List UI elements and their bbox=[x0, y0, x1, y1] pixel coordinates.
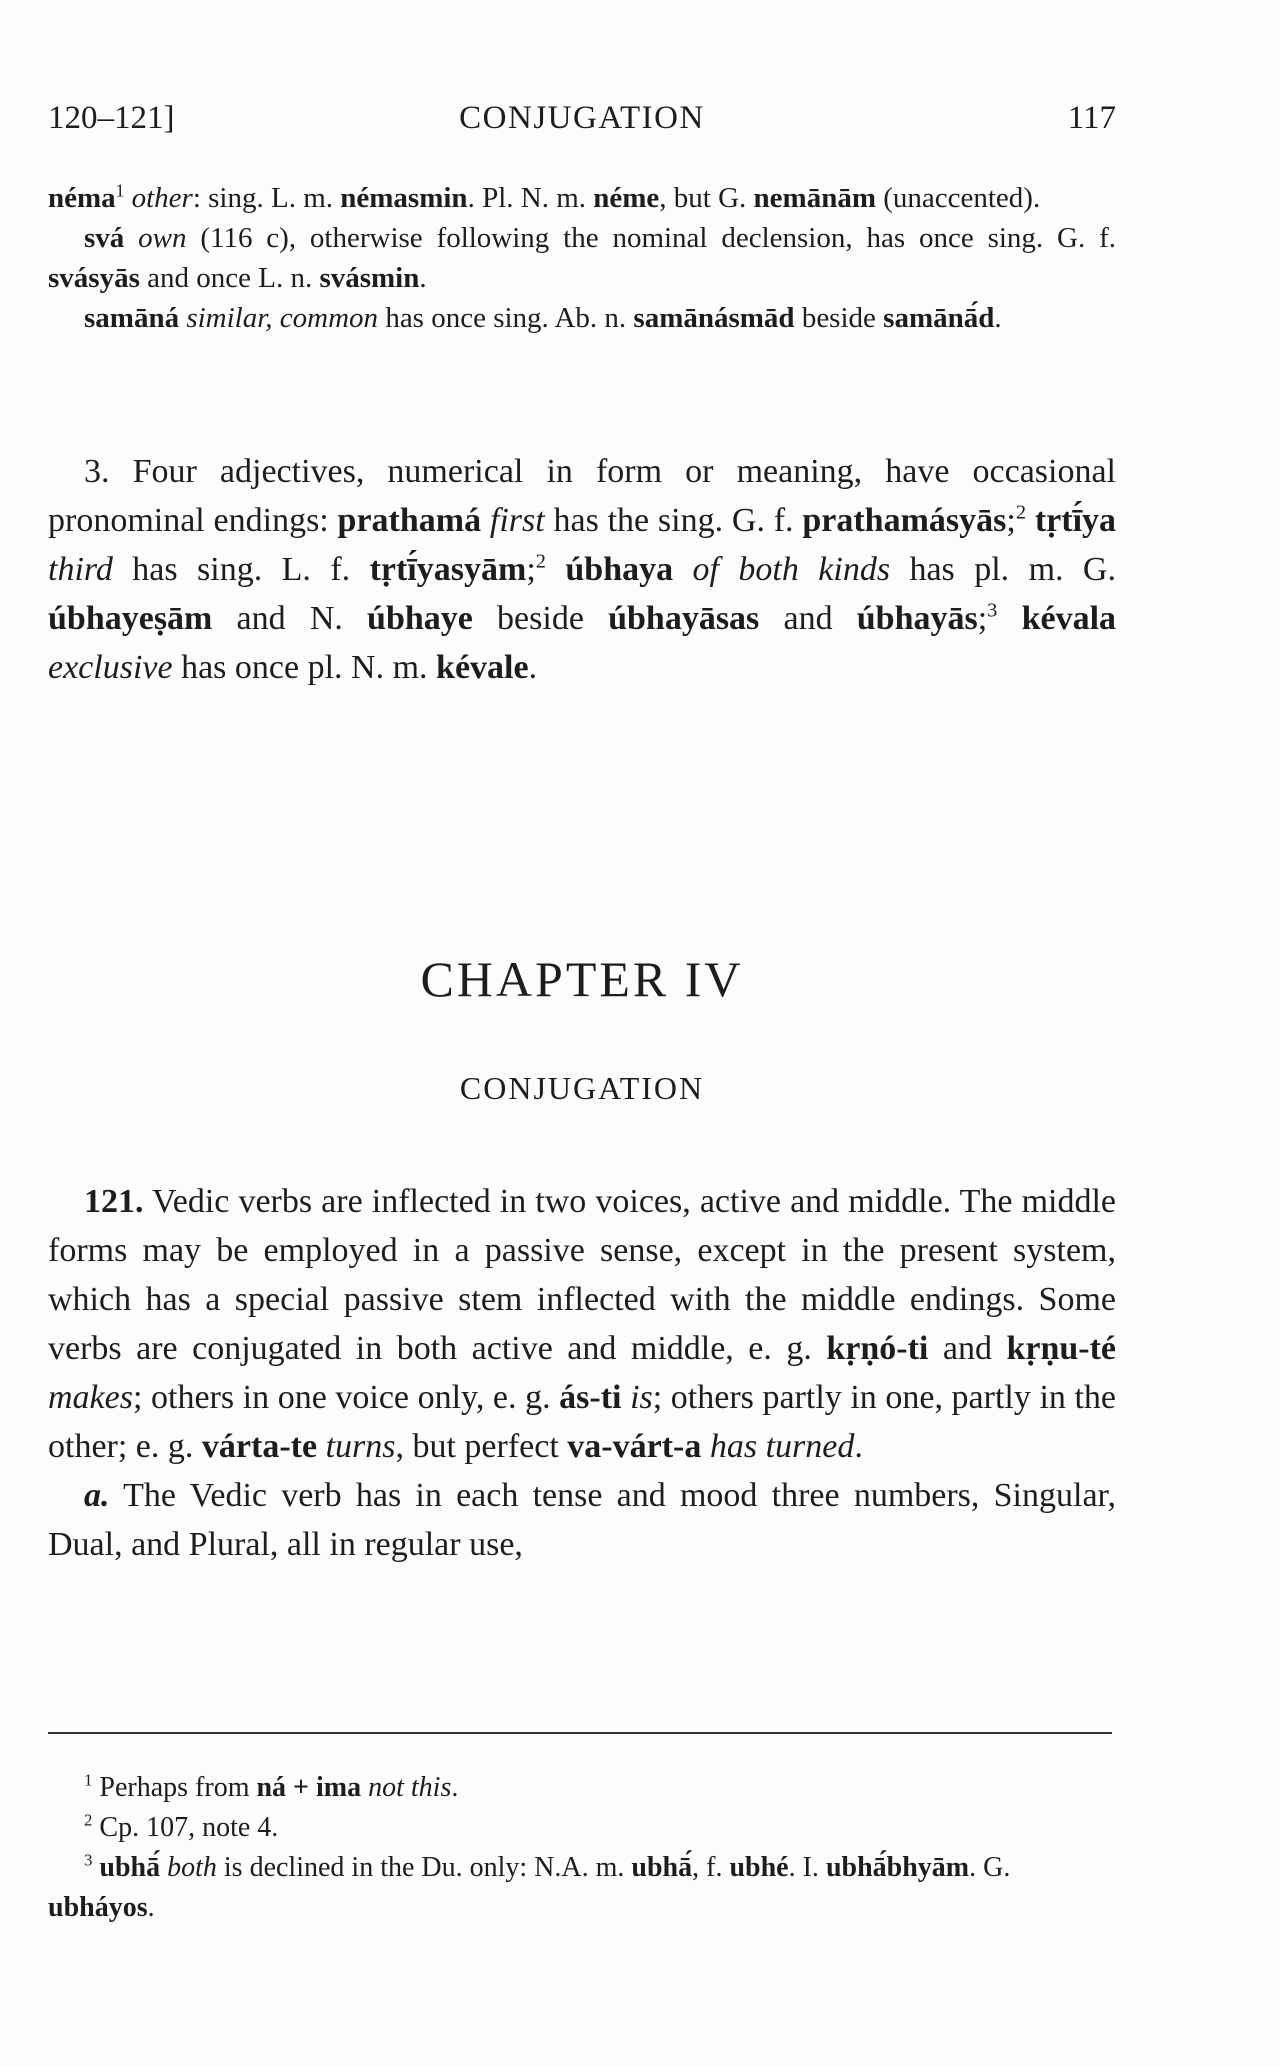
footnote-2: $^2$ Cp. 107, note 4. bbox=[84, 1810, 279, 1843]
chapter-title: CONJUGATION bbox=[459, 1070, 705, 1106]
footnote-1: $^1$ Perhaps from ná + ima not this. bbox=[84, 1770, 459, 1803]
entry-sva: svá own (116 c), otherwise following the nominal declension, has once sing. G. f. svásyās and once L. n. svásmin. bbox=[48, 222, 1116, 294]
paragraph-3: 3. Four adjectives, numerical in form or meaning, have occasional pronominal endings: prathamá first has the sing. G. f. prathamásyās;$^2$ tṛtī́ya third has sing. L. f. tṛtī́yasyām;$^2$ úbhaya of both kinds has pl. m. G. úbhayeṣām and N. úbhaye beside úbhayāsas and úbhayās;$^3$ kévala exclusive has once pl. N. m. kévale. bbox=[48, 453, 1117, 686]
running-head bbox=[48, 100, 1116, 144]
paragraph-letter: a. bbox=[84, 1477, 110, 1514]
footnote-ref: 2 bbox=[1015, 501, 1027, 524]
top-entries bbox=[48, 178, 1116, 338]
footnote-ref: 2 bbox=[535, 550, 546, 573]
running-title: CONJUGATION bbox=[459, 100, 705, 136]
paragraph-number: 3. bbox=[84, 453, 110, 490]
section-range: 120–121] bbox=[48, 100, 175, 136]
footnote-ref: 3 bbox=[987, 599, 998, 622]
page-number: 117 bbox=[1067, 100, 1116, 136]
paragraph-number: 121. bbox=[84, 1183, 144, 1220]
entry-nema: néma$^1$ other: sing. L. m. némasmin. Pl. N. m. néme, but G. nemānām (unaccented). bbox=[48, 180, 1041, 214]
paragraph-121: 121. Vedic verbs are inflected in two voices, active and middle. The middle forms may be employed in a passive sense, except in the present system, which has a special passive stem inflected with the middle endings. Some verbs are conjugated in both active and middle, e. g. kṛṇó-ti and kṛṇu-té makes; others in one voice only, e. g. ás-ti is; others partly in one, partly in the other; e. g. várta-te turns, but perfect va-várt-a has turned. a. The Vedic verb has in each tense and mood three numbers, Singular, Dual, and Plural, all in regular use, bbox=[48, 1177, 1116, 1569]
footnote-ref: 1 bbox=[115, 180, 125, 201]
entry-samana: samāná similar, common has once sing. Ab. n. samānásmād beside samānā́d. bbox=[84, 302, 1002, 334]
chapter-heading: CHAPTER IV bbox=[420, 951, 744, 1007]
paragraph-a: a. The Vedic verb has in each tense and mood three numbers, Singular, Dual, and Plural, all in regular use, bbox=[48, 1477, 1116, 1563]
footnote-3: $^3$ ubhā́ both is declined in the Du. only: N.A. m. ubhā́, f. ubhé. I. ubhā́bhyām. G. ubháyos. bbox=[48, 1850, 1011, 1923]
footnotes bbox=[48, 1768, 1116, 1928]
footnote-divider bbox=[48, 1732, 1112, 1734]
